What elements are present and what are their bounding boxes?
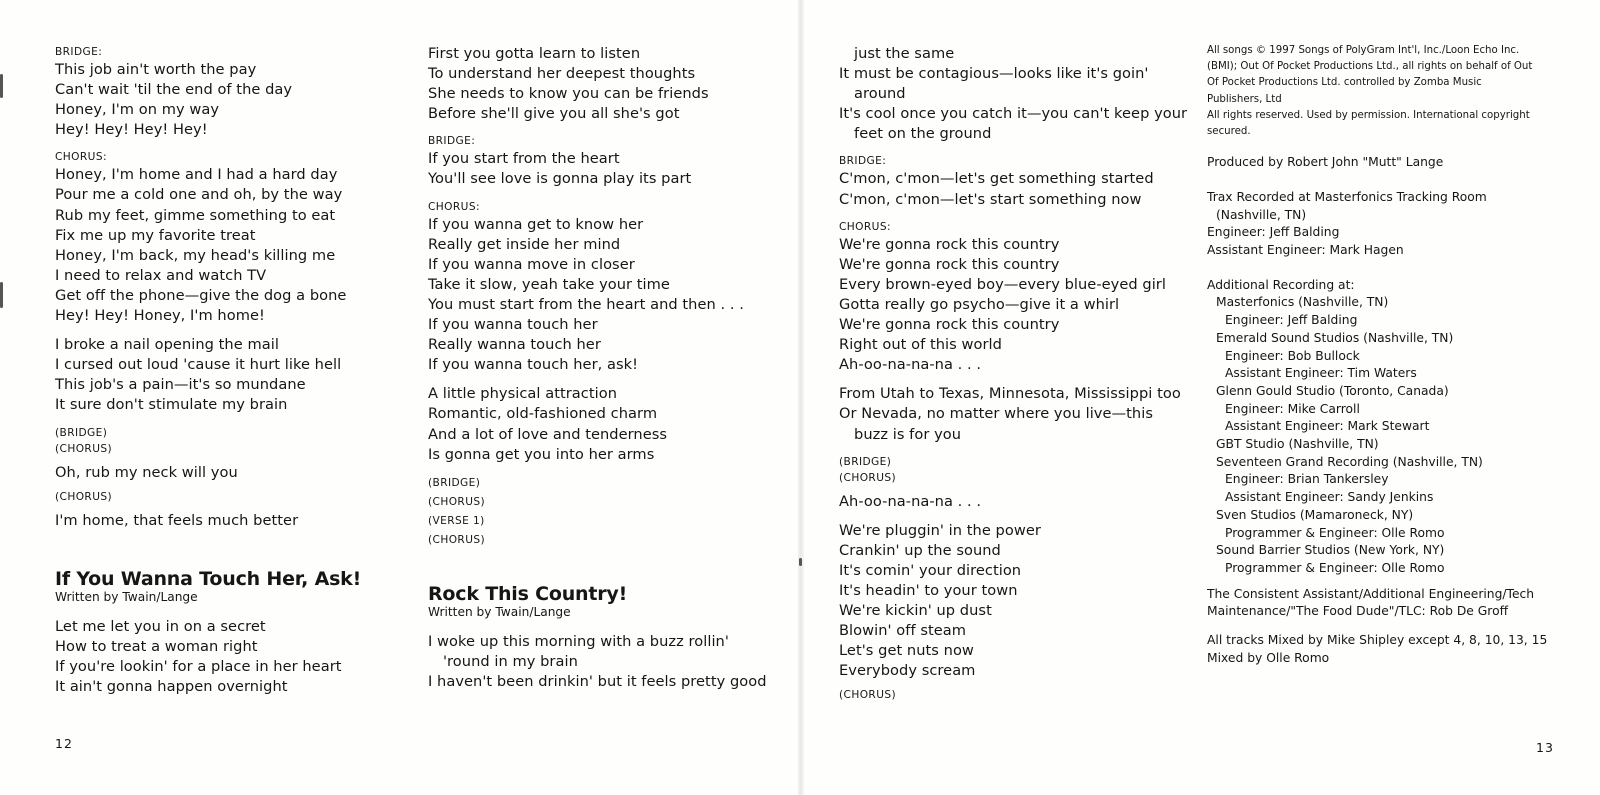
repeat-marker: (CHORUS)	[839, 471, 897, 484]
lyric-line: Let's get nuts now	[839, 642, 974, 660]
lyric-line: Get off the phone—give the dog a bone	[55, 286, 347, 304]
lyrics-column-3	[839, 44, 1187, 703]
studio-staff: Engineer: Jeff Balding	[1225, 313, 1358, 328]
lyric-line: It's cool once you catch it—you can't keep your	[839, 105, 1188, 123]
lyric-line: It sure don't stimulate my brain	[55, 396, 288, 414]
lyric-line: Before she'll give you all she's got	[428, 105, 680, 123]
lyric-line: just the same	[854, 45, 955, 62]
repeat-marker: (BRIDGE)	[55, 426, 108, 439]
studio-staff: Programmer & Engineer: Olle Romo	[1225, 525, 1445, 540]
page-number-right: 13	[1536, 740, 1554, 755]
lyrics-column-1	[55, 44, 361, 697]
copyright-line: secured.	[1207, 126, 1251, 138]
lyric-line: Gotta really go psycho—give it a whirl	[839, 295, 1120, 313]
song-title: If You Wanna Touch Her, Ask!	[55, 567, 362, 590]
credit-line: Engineer: Jeff Balding	[1207, 225, 1340, 240]
lyric-line: Rub my feet, gimme something to eat	[55, 206, 336, 224]
lyric-line: A little physical attraction	[428, 385, 618, 403]
lyric-line: Hey! Hey! Honey, I'm home!	[55, 307, 265, 325]
lyric-line: I need to relax and watch TV	[55, 266, 267, 284]
studio-staff: Programmer & Engineer: Olle Romo	[1225, 560, 1445, 575]
lyric-line: Hey! Hey! Hey! Hey!	[55, 121, 208, 139]
repeat-marker: (BRIDGE)	[839, 455, 892, 468]
studio-name: Seventeen Grand Recording (Nashville, TN)	[1216, 454, 1483, 469]
lyric-line: We're pluggin' in the power	[839, 521, 1041, 539]
song-title: Rock This Country!	[428, 582, 628, 605]
lyric-line: C'mon, c'mon—let's start something now	[839, 190, 1142, 208]
lyric-line: It ain't gonna happen overnight	[55, 677, 288, 695]
lyric-line: If you start from the heart	[428, 150, 620, 168]
scan-edge-mark	[0, 282, 3, 308]
studio-name: Emerald Sound Studios (Nashville, TN)	[1216, 330, 1454, 345]
studio-name: Masterfonics (Nashville, TN)	[1216, 295, 1389, 310]
lyric-line: Honey, I'm home and I had a hard day	[55, 166, 338, 184]
credits-column	[1207, 43, 1547, 668]
lyric-line: If you're lookin' for a place in her heart	[55, 657, 342, 675]
lyric-line: You must start from the heart and then . . .	[428, 295, 744, 313]
lyric-line: C'mon, c'mon—let's get something started	[839, 170, 1154, 188]
song-byline: Written by Twain/Lange	[428, 604, 571, 619]
lyric-line: This job's a pain—it's so mundane	[55, 376, 306, 394]
lyric-line: This job ain't worth the pay	[55, 61, 257, 78]
lyric-line: To understand her deepest thoughts	[428, 65, 696, 83]
credit-line: The Consistent Assistant/Additional Engineering/Tech	[1207, 586, 1535, 601]
repeat-marker: (VERSE 1)	[428, 514, 485, 527]
lyric-line: Blowin' off steam	[839, 622, 967, 640]
lyric-line: We're kickin' up dust	[839, 602, 992, 620]
credit-line: Trax Recorded at Masterfonics Tracking Room	[1207, 189, 1487, 204]
copyright-line: All rights reserved. Used by permission. International copyright	[1207, 109, 1530, 121]
lyrics-column-2	[428, 44, 767, 692]
scan-edge-mark	[0, 74, 3, 98]
lyric-line: It's headin' to your town	[839, 581, 1018, 599]
studio-staff: Engineer: Brian Tankersley	[1225, 472, 1389, 487]
credit-heading: Additional Recording at:	[1207, 277, 1355, 292]
lyric-line: Crankin' up the sound	[839, 541, 1001, 559]
lyric-line: Ah-oo-na-na-na . . .	[839, 492, 982, 510]
lyric-line: If you wanna move in closer	[428, 255, 635, 273]
lyric-line: If you wanna touch her, ask!	[428, 356, 639, 374]
producer-credit: Produced by Robert John "Mutt" Lange	[1207, 155, 1444, 170]
studio-staff: Assistant Engineer: Mark Stewart	[1225, 419, 1430, 434]
mix-credit: Mixed by Olle Romo	[1207, 650, 1330, 665]
lyric-line: We're gonna rock this country	[839, 255, 1060, 273]
scan-edge-mark	[799, 558, 802, 566]
lyric-line: Romantic, old-fashioned charm	[428, 405, 658, 423]
section-label: BRIDGE:	[55, 46, 103, 58]
studio-name: Sound Barrier Studios (New York, NY)	[1216, 543, 1445, 558]
lyric-line: You'll see love is gonna play its part	[428, 170, 692, 188]
lyric-line: Every brown-eyed boy—every blue-eyed girl	[839, 275, 1166, 293]
lyric-line: 'round in my brain	[443, 652, 578, 670]
repeat-marker: (BRIDGE)	[428, 476, 481, 489]
lyric-line: I woke up this morning with a buzz rollin'	[428, 632, 729, 650]
lyric-line: How to treat a woman right	[55, 637, 258, 655]
lyric-line: From Utah to Texas, Minnesota, Mississippi too	[839, 385, 1181, 403]
lyric-line: Or Nevada, no matter where you live—this	[839, 405, 1153, 423]
lyric-line: I haven't been drinkin' but it feels pretty good	[428, 672, 767, 690]
lyric-line: Ah-oo-na-na-na . . .	[839, 356, 982, 374]
lyric-line: Really get inside her mind	[428, 235, 621, 253]
studio-staff: Assistant Engineer: Tim Waters	[1225, 366, 1417, 381]
lyric-line: We're gonna rock this country	[839, 235, 1060, 253]
studio-staff: Assistant Engineer: Sandy Jenkins	[1225, 490, 1434, 505]
credit-line: Maintenance/"The Food Dude"/TLC: Rob De Groff	[1207, 604, 1509, 619]
lyric-line: I broke a nail opening the mail	[55, 336, 279, 354]
copyright-line: Publishers, Ltd	[1207, 93, 1282, 105]
lyric-line: She needs to know you can be friends	[428, 85, 709, 103]
lyric-line: buzz is for you	[854, 425, 962, 443]
lyric-line: We're gonna rock this country	[839, 316, 1060, 334]
lyric-line: Is gonna get you into her arms	[428, 445, 655, 463]
lyric-line: feet on the ground	[854, 125, 992, 143]
lyric-line: Take it slow, yeah take your time	[428, 275, 670, 293]
page-number-left: 12	[55, 736, 73, 751]
section-label: BRIDGE:	[428, 135, 476, 148]
lyric-line: Right out of this world	[839, 336, 1002, 354]
lyric-line: I'm home, that feels much better	[55, 511, 299, 529]
copyright-line: All songs © 1997 Songs of PolyGram Int'l, Inc./Loon Echo Inc.	[1207, 45, 1520, 56]
section-label: BRIDGE:	[839, 155, 887, 168]
studio-staff: Engineer: Mike Carroll	[1225, 401, 1360, 416]
lyric-line: Really wanna touch her	[428, 336, 601, 354]
lyric-line: Can't wait 'til the end of the day	[55, 81, 293, 99]
lyric-line: Everybody scream	[839, 662, 976, 680]
section-label: CHORUS:	[428, 200, 480, 213]
lyric-line: It must be contagious—looks like it's goin'	[839, 65, 1149, 83]
lyric-line: Honey, I'm on my way	[55, 101, 220, 119]
lyric-line: Oh, rub my neck will you	[55, 463, 238, 481]
copyright-line: Of Pocket Productions Ltd. controlled by Zomba Music	[1207, 77, 1482, 89]
repeat-marker: (CHORUS)	[428, 495, 486, 508]
lyric-line: Honey, I'm back, my head's killing me	[55, 246, 336, 264]
credit-line: Assistant Engineer: Mark Hagen	[1207, 243, 1404, 258]
section-label: CHORUS:	[55, 151, 107, 164]
lyric-line: Pour me a cold one and oh, by the way	[55, 186, 343, 204]
copyright-line: (BMI); Out Of Pocket Productions Ltd., all rights on behalf of Out	[1207, 61, 1533, 73]
lyric-line: I cursed out loud 'cause it hurt like hell	[55, 356, 342, 374]
lyric-line: If you wanna touch her	[428, 316, 598, 334]
lyric-line: around	[854, 85, 906, 103]
lyric-line: If you wanna get to know her	[428, 215, 644, 233]
page-spine	[798, 0, 804, 795]
repeat-marker: (CHORUS)	[839, 689, 897, 702]
mix-credit: All tracks Mixed by Mike Shipley except 4, 8, 10, 13, 15	[1207, 633, 1548, 648]
song-byline: Written by Twain/Lange	[55, 589, 198, 604]
studio-name: GBT Studio (Nashville, TN)	[1216, 437, 1379, 452]
lyric-line: And a lot of love and tenderness	[428, 425, 668, 443]
lyric-line: It's comin' your direction	[839, 561, 1022, 579]
lyric-line: First you gotta learn to listen	[428, 45, 641, 62]
studio-name: Sven Studios (Mamaroneck, NY)	[1216, 507, 1414, 522]
credit-line: (Nashville, TN)	[1216, 207, 1307, 222]
repeat-marker: (CHORUS)	[55, 490, 113, 503]
lyric-line: Let me let you in on a secret	[55, 617, 266, 635]
studio-staff: Engineer: Bob Bullock	[1225, 348, 1360, 363]
lyric-line: Fix me up my favorite treat	[55, 226, 256, 244]
studio-name: Glenn Gould Studio (Toronto, Canada)	[1216, 383, 1449, 398]
repeat-marker: (CHORUS)	[55, 442, 113, 455]
repeat-marker: (CHORUS)	[428, 533, 486, 546]
section-label: CHORUS:	[839, 220, 891, 233]
